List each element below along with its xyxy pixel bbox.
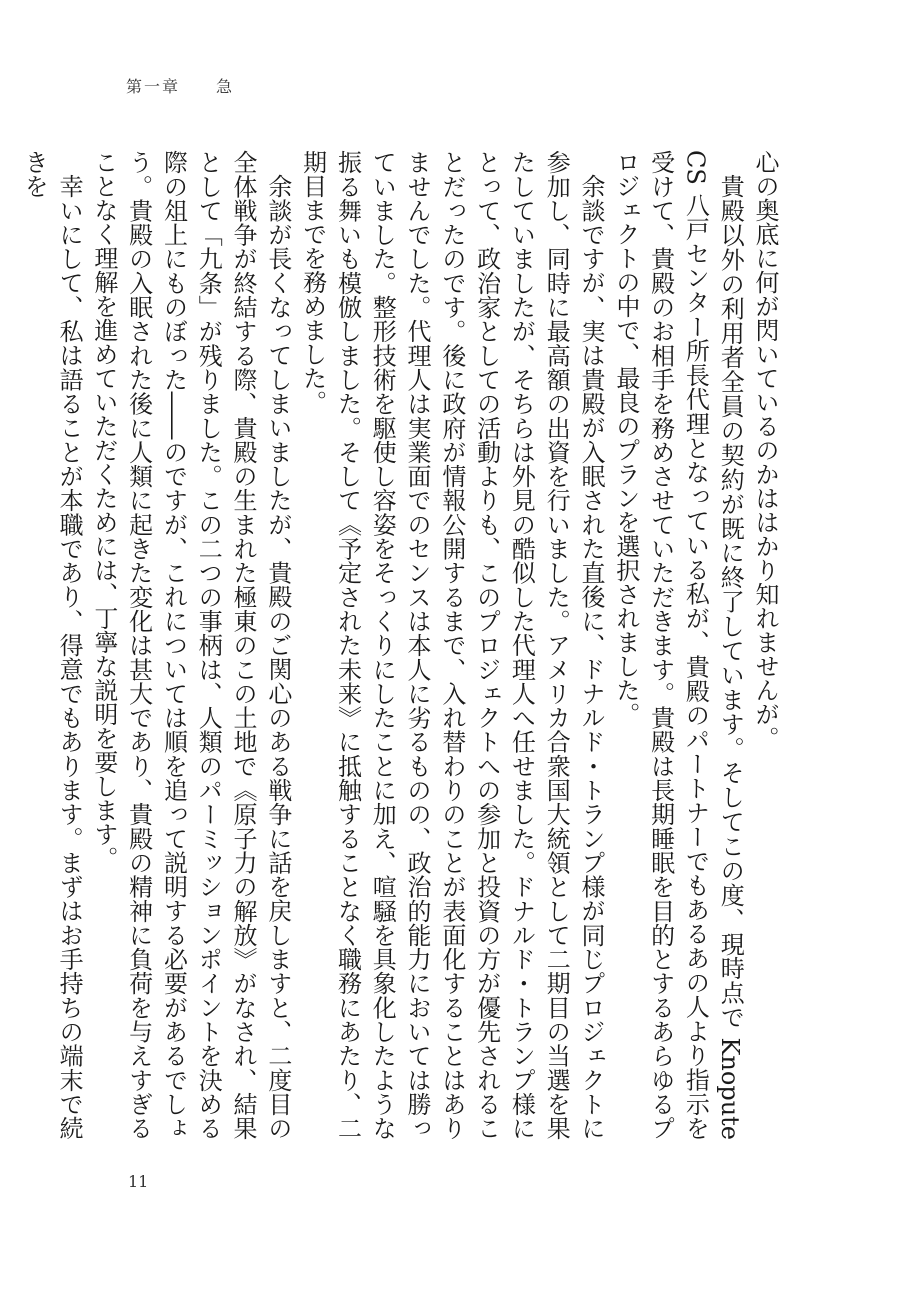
paragraph-2: 貴殿以外の利用者全員の契約が既に終了しています。そしてこの度、現時点で Knopute CS 八戸センター所長代理となっている私が、貴殿のパートナーでもあるあの人より指示を受けて、貴殿のお相手を務めさせていただきます。貴殿は長期睡眠を目的とするあらゆるプロジェクトの中で、最良のプランを選択されました。 [611,150,745,1140]
paragraph-3: 余談ですが、実は貴殿が入眠された直後に、ドナルド・トランプ様が同じプロジェクトに参加し、同時に最高額の出資を行いました。アメリカ合衆国大統領として二期目の当選を果たしていましたが、そちらは外見の酷似した代理人へ任せました。ドナルド・トランプ様にとって、政治家としての活動よりも、このプロジェクトへの参加と投資の方が優先されることだったのです。後に政府が情報公開するまで、入れ替わりのことが表面化することはありませんでした。代理人は実業面でのセンスは本人に劣るものの、政治的能力においては勝っていました。整形技術を駆使し容姿をそっくりにしたことに加え、喧騒を具象化したような振る舞いも模倣しました。そして《予定された未来》に抵触することなく職務にあたり、二期目までを務めました。 [298,150,606,1141]
chapter-label: 第一章 [126,77,181,96]
running-head [126,74,234,97]
paragraph-5: 幸いにして、私は語ることが本職であり、得意でもあります。まずはお手持ちの端末で続きを [20,150,84,1140]
chapter-title: 急 [216,77,235,96]
paragraph-1: 心の奥底に何が閃いているのかははかり知れませんが。 [751,150,779,750]
body-text [20,150,782,1141]
page-number: 11 [128,1172,149,1191]
paragraph-4: 余談が長くなってしまいましたが、貴殿のご関心のある戦争に話を戻しますと、二度目の全体戦争が終結する際、貴殿の生まれた極東のこの土地で《原子力の解放》がなされ、結果として「九条」が残りました。この二つの事柄は、人類のパーミッションポイントを決める際の俎上にものぼった――のですが、これについては順を追って説明する必要があるでしょう。貴殿の入眠された後に人類に起きた変化は甚大であり、貴殿の精神に負荷を与えすぎることなく理解を進めていただくためには、丁寧な説明を要します。 [89,150,292,1140]
